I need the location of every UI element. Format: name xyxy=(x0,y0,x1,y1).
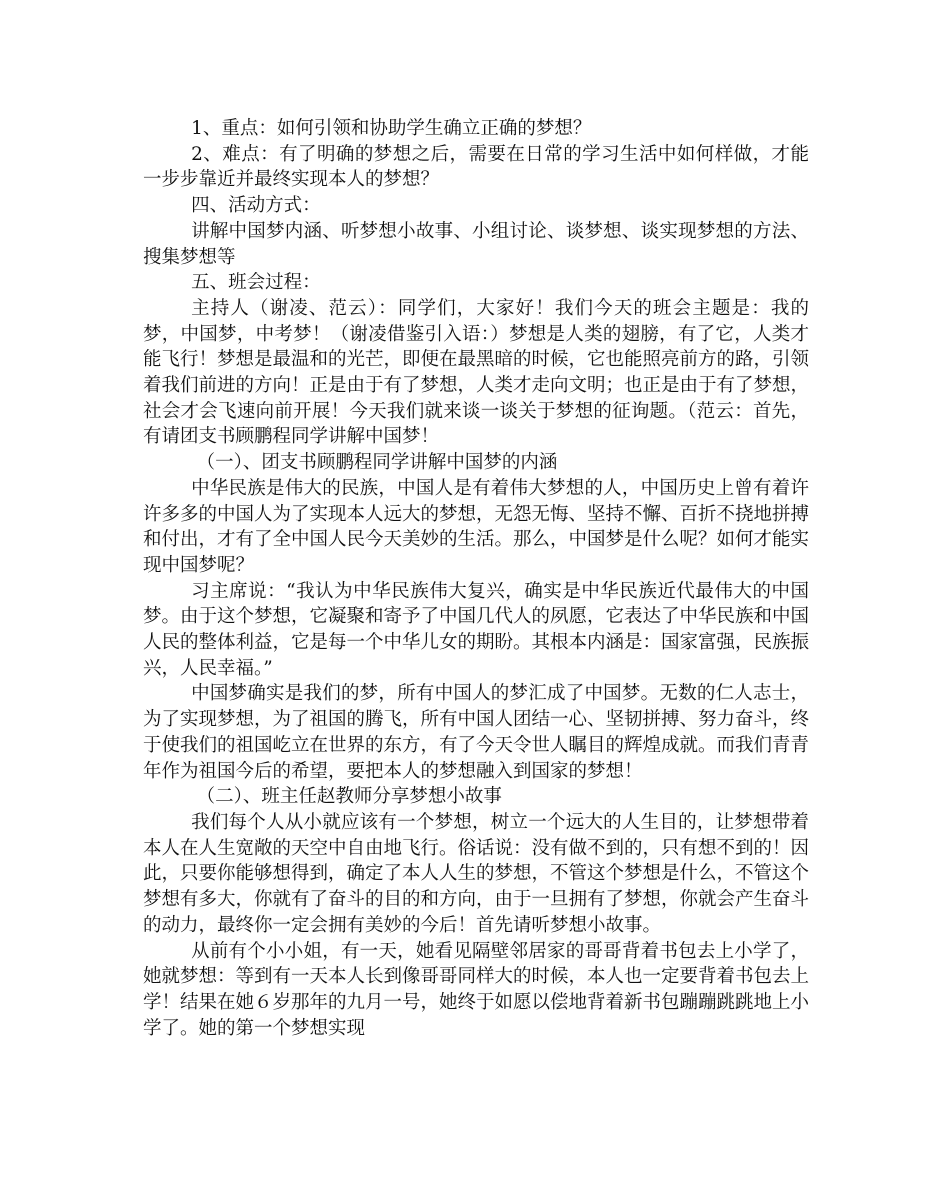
subheading-chinese-dream-meaning: （一）、团支书顾鹏程同学讲解中国梦的内涵 xyxy=(196,452,558,474)
paragraph-difficulty-point: 2、难点：有了明确的梦想之后，需要在日常的学习生活中如何样做，才能一步步靠近并最终实现本人的梦想？ xyxy=(143,143,809,191)
paragraph-host-intro: 主持人（谢凌、范云）：同学们，大家好！我们今天的班会主题是：我的梦，中国梦，中考梦！（谢凌借鉴引入语：）梦想是人类的翅膀，有了它，人类才能飞行！梦想是最温和的光芒，即便在最黑暗的时候，它也能照亮前方的路，引领着我们前进的方向！正是由于有了梦想，人类才走向文明；也正是由于有了梦想，社会才会飞速向前开展！今天我们就来谈一谈关于梦想的征询题。（范云：首先，有请团支书顾鹏程同学讲解中国梦！ xyxy=(143,297,810,448)
paragraph-focus-point: 1、重点：如何引领和协助学生确立正确的梦想？ xyxy=(191,118,592,139)
paragraph-our-dream: 中国梦确实是我们的梦，所有中国人的梦汇成了中国梦。无数的仁人志士，为了实现梦想，为了祖国的腾飞，所有中国人团结一心、坚韧拼搏、努力奋斗，终于使我们的祖国屹立在世界的东方，有了今天令世人瞩目的辉煌成就。而我们青青年作为祖国今后的希望，要把本人的梦想融入到国家的梦想！ xyxy=(143,683,810,782)
paragraph-chinese-nation: 中华民族是伟大的民族，中国人是有着伟大梦想的人，中国历史上曾有着许许多多的中国人为了实现本人远大的梦想，无怨无悔、坚持不懈、百折不挠地拼搏和付出，才有了全中国人民今天美妙的生活。那么，中国梦是什么呢？如何才能实现中国梦呢？ xyxy=(143,477,810,576)
paragraph-activity-method: 讲解中国梦内涵、听梦想小故事、小组讨论、谈梦想、谈实现梦想的方法、搜集梦想等 xyxy=(143,220,809,268)
heading-activity-method: 四、活动方式： xyxy=(191,195,321,217)
paragraph-little-girl-story: 从前有个小小姐，有一天，她看见隔壁邻居家的哥哥背着书包去上小学了，她就梦想：等到有一天本人长到像哥哥同样大的时候，本人也一定要背着书包去上学！结果在她６岁那年的九月一号，她终于如愿以偿地背着新书包蹦蹦跳跳地上小学了。她的第一个梦想实现 xyxy=(143,940,810,1039)
heading-class-meeting-process: 五、班会过程： xyxy=(191,272,321,294)
subheading-teacher-story: （二）、班主任赵教师分享梦想小故事 xyxy=(196,786,502,808)
paragraph-everyone-dream: 我们每个人从小就应该有一个梦想，树立一个远大的人生目的，让梦想带着本人在人生宽敞的天空中自由地飞行。俗话说：没有做不到的，只有想不到的！因此，只要你能够想得到，确定了本人人生的梦想，不管这个梦想是什么，不管这个梦想有多大，你就有了奋斗的目的和方向，由于一旦拥有了梦想，你就会产生奋斗的动力，最终你一定会拥有美妙的今后！首先请听梦想小故事。 xyxy=(143,811,810,936)
paragraph-chairman-quote: 习主席说：“我认为中华民族伟大复兴，确实是中华民族近代最伟大的中国梦。由于这个梦想，它凝聚和寄予了中国几代人的夙愿，它表达了中华民族和中国人民的整体利益，它是每一个中华儿女的期盼。其根本内涵是：国家富强，民族振兴，人民幸福。” xyxy=(143,580,810,679)
document-page xyxy=(143,116,809,1041)
